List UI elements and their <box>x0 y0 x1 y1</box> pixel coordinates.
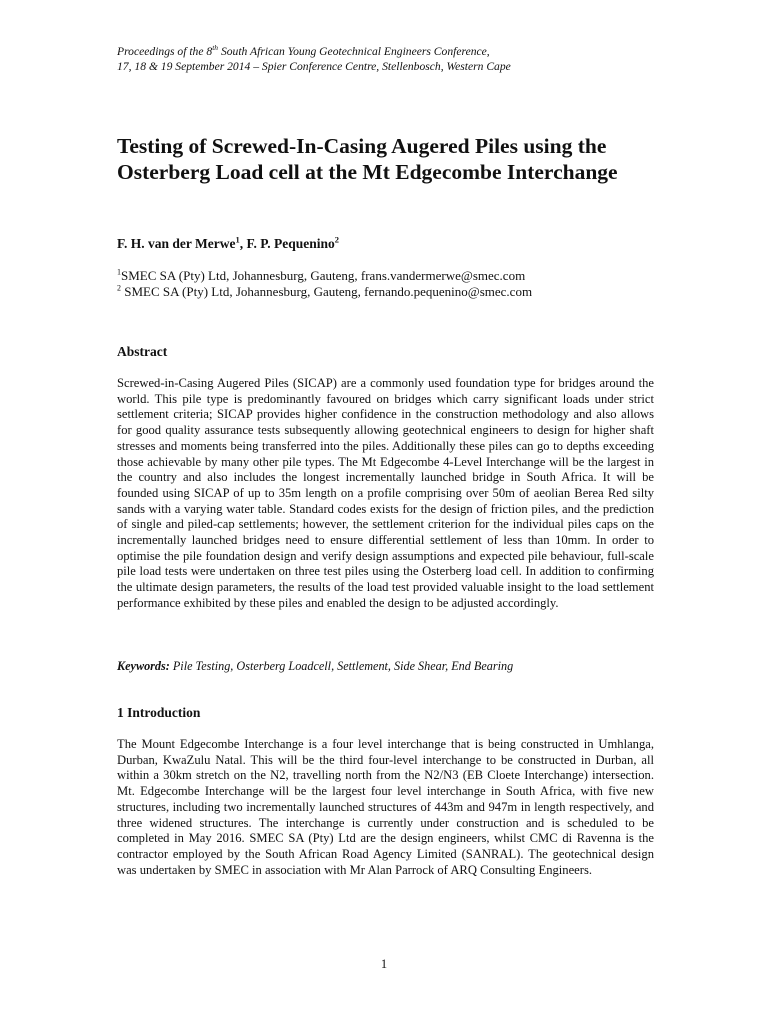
author-list <box>117 235 339 252</box>
author-1-affiliation-mark: 1 <box>235 234 240 245</box>
author-1: F. H. van der Merwe <box>117 236 236 251</box>
page-number: 1 <box>380 957 388 971</box>
conference-header-line-2: 17, 18 & 19 September 2014 – Spier Conference Centre, Stellenbosch, Western Cape <box>117 60 511 73</box>
affiliations <box>117 268 532 299</box>
abstract-heading: Abstract <box>117 344 168 359</box>
author-separator: , <box>239 236 247 251</box>
introduction-text: The Mount Edgecombe Interchange is a four level interchange that is being constructed in Umhlanga, Durban, KwaZulu Natal. This will be the third four-level interchange to be constructed in Durban, all within a 30km stretch on the N2, travelling north from the N2/N3 (EB Cloete Interchange) intersection. Mt. Edgecombe Interchange will be the largest four level interchange in South Africa, with five new structures, including two incrementally launched structures of 443m and 947m in length respectively, and three widened structures. The interchange is currently under construction and is scheduled to be completed in May 2016. SMEC SA (Pty) Ltd are the design engineers, whilst CMC di Ravenna is the contractor employed by the South African Road Agency Limited (SANRAL). The geotechnical design was undertaken by SMEC in association with Mr Alan Parrock of ARQ Consulting Engineers. <box>117 737 654 877</box>
affiliation-2 <box>117 284 532 300</box>
conference-header-line-1-suffix: South African Young Geotechnical Engineers Conference, <box>218 45 490 58</box>
author-2: F. P. Pequenino <box>246 236 335 251</box>
conference-header-line-1-prefix: Proceedings of the 8 <box>117 45 213 58</box>
conference-header-line-1 <box>117 44 677 59</box>
introduction-heading: 1 Introduction <box>117 705 201 720</box>
conference-header <box>117 44 677 74</box>
paper-title: Testing of Screwed-In-Casing Augered Piles using the Osterberg Load cell at the Mt Edgecombe Interchange <box>117 134 618 184</box>
author-2-affiliation-mark: 2 <box>334 234 340 245</box>
conference-header-ordinal: th <box>212 43 219 53</box>
affiliation-2-text: SMEC SA (Pty) Ltd, Johannesburg, Gauteng, fernando.pequenino@smec.com <box>121 283 533 299</box>
affiliation-2-mark: 2 <box>117 283 121 293</box>
affiliation-1-text: SMEC SA (Pty) Ltd, Johannesburg, Gauteng, frans.vandermerwe@smec.com <box>121 268 526 283</box>
keywords <box>117 659 677 674</box>
affiliation-1-mark: 1 <box>117 267 121 277</box>
affiliation-1 <box>117 268 532 284</box>
keywords-label: Keywords: <box>117 659 170 673</box>
keywords-text: Pile Testing, Osterberg Loadcell, Settlement, Side Shear, End Bearing <box>169 659 514 673</box>
abstract-text: Screwed-in-Casing Augered Piles (SICAP) are a commonly used foundation type for bridges around the world. This pile type is predominantly favoured on bridges which carry significant loads under strict settlement criteria; SICAP provides higher confidence in the construction methodology and also allows for good quality assurance tests subsequently allowing geotechnical engineers to design for higher shaft stresses and moments being transferred into the piles. Additionally these piles can go to depths exceeding those achievable by many other pile types. The Mt Edgecombe 4-Level Interchange will be the largest in the country and also includes the longest incrementally launched bridge in South Africa. It will be founded using SICAP of up to 35m length on a profile comprising over 50m of aeolian Berea Red silty sands with a varying water table. Standard codes exists for the design of friction piles, and the prediction of single and piled-cap settlements; however, the settlement criterion for the individual piles caps on the incrementally launched bridges need to ensure differential settlement of less than 10mm. In order to optimise the pile foundation design and verify design assumptions and expected pile behaviour, full-scale pile load tests were undertaken on three test piles using the Osterberg load cell. In addition to confirming the ultimate design parameters, the results of the load test provided valuable insight to the load settlement performance exhibited by these piles and enabled the design to be adjusted accordingly. <box>117 376 654 610</box>
